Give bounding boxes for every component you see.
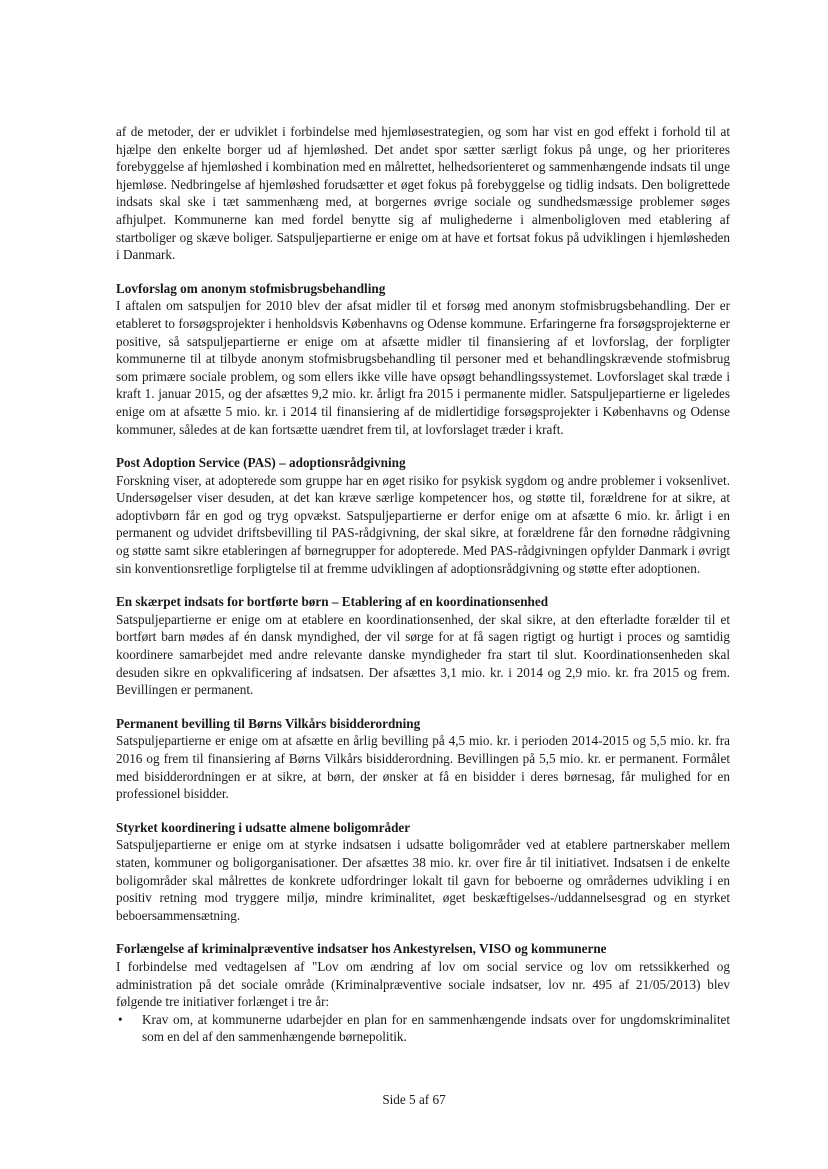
bullet-icon: • <box>118 1011 123 1027</box>
section-kriminalpraeventive-indsatser <box>116 940 730 1046</box>
section-heading: Permanent bevilling til Børns Vilkårs bisidderordning <box>116 715 421 731</box>
document-page <box>116 123 730 1046</box>
section-body: Satspuljepartierne er enige om at styrke indsatsen i udsatte boligområder ved at etablere partnerskaber mellem staten, kommuner og boligorganisationer. Der afsættes 38 mio. kr. over fire år til initiativet. Indsatsen i de enkelte boligområder skal målrettes de konkrete udfordringer lokalt til gavn for beboerne og områdernes udvikling i en positiv retning mod tryggere miljø, mindre kriminalitet, øget beskæftigelses-/uddannelsesgrad og en styrket beboersammensætning. <box>116 837 730 923</box>
section-body: I forbindelse med vedtagelsen af "Lov om ændring af lov om social service og lov om retssikkerhed og administration på det sociale område (Kriminalpræventive sociale indsatser, lov nr. 495 af 21/05/2013) blev følgende tre initiativer forlænget i tre år: <box>116 958 730 1010</box>
section-heading: Forlængelse af kriminalpræventive indsatser hos Ankestyrelsen, VISO og kommunerne <box>116 941 607 957</box>
list-item-text: Krav om, at kommunerne udarbejder en plan for en sammenhængende indsats over for ungdomskriminalitet som en del af den sammenhængende børnepolitik. <box>142 1011 730 1045</box>
section-body: I aftalen om satspuljen for 2010 blev der afsat midler til et forsøg med anonym stofmisbrugsbehandling. Der er etableret to forsøgsprojekter i henholdsvis Københavns og Odense kommune. Erfaringerne fra forsøgsprojekterne er positive, så satspuljepartierne er enige om at afsætte midler til finansiering af et lovforslag, der forpligter kommunerne til at tilbyde anonym stofmisbrugsbehandling til personer med et behandlingskrævende stofmisbrug som primære sociale problem, og som ellers ikke ville have opsøgt behandlingssystemet. Lovforslaget skal træde i kraft 1. januar 2015, og der afsættes 9,2 mio. kr. årligt fra 2015 i permanente midler. Satspuljepartierne er ligeledes enige om at afsætte 5 mio. kr. i 2014 til finansiering af de midlertidige forsøgsprojekter i Københavns og Odense kommuner, således at de kan fortsætte uændret frem til, at lovforslaget træder i kraft. <box>116 298 730 437</box>
intro-paragraph: af de metoder, der er udviklet i forbindelse med hjemløsestrategien, og som har vist en god effekt i forhold til at hjælpe den enkelte borger ud af hjemløshed. Det andet spor sætter særligt fokus på unge, og her prioriteres forebyggelse af hjemløshed i kombination med en målrettet, helhedsorienteret og sammenhængende indsats til unge hjemløse. Nedbringelse af hjemløshed forudsætter et øget fokus på forebyggelse og tidlig indsats. Den boligrettede indsats skal ske i tæt sammenhæng med, at borgernes øvrige sociale og sundhedsmæssige problemer søges afhjulpet. Kommunerne kan med fordel benytte sig af mulighederne i almenboligloven med etablering af startboliger og skæve boliger. Satspuljepartierne er enige om at have et fortsat fokus på udviklingen i hjemløsheden i Danmark. <box>116 124 730 263</box>
section-heading: Styrket koordinering i udsatte almene boligområder <box>116 819 411 835</box>
section-post-adoption-service <box>116 454 730 577</box>
section-body: Forskning viser, at adopterede som gruppe har en øget risiko for psykisk sygdom og andre problemer i voksenlivet. Undersøgelser viser desuden, at det kan kræve særlige kompetencer hos, og støtte til, forældrene for at sikre, at adoptivbørn får en god og tryg opvækst. Satspuljepartierne er derfor enige om at afsætte 6 mio. kr. årligt i en permanent og udvidet driftsbevilling til PAS-rådgivning, der skal sikre, at forældrene får den fornødne rådgivning og støtte samt sikre etableringen af børnegrupper for adopterede. Med PAS-rådgivningen opfylder Danmark i øvrigt sin konventionsretlige forpligtelse til at fremme udviklingen af adoptionsrådgivning og støtte efter adoptionen. <box>116 472 730 576</box>
section-bisidderordning <box>116 715 730 803</box>
section-udsatte-boligomraader <box>116 819 730 925</box>
section-body: Satspuljepartierne er enige om at etablere en koordinationsenhed, der skal sikre, at den efterladte forælder til et bortført barn mødes af én dansk myndighed, der vil sørge for at få sagen rigtigt og hurtigt i proces og samtidig koordinere samarbejdet med andre relevante danske myndigheder fra start til slut. Koordinationsenheden skal desuden sikre en opkvalificering af indsatsen. Der afsættes 3,1 mio. kr. i 2014 og 2,9 mio. kr. fra 2015 og frem. Bevillingen er permanent. <box>116 611 730 698</box>
bullet-list <box>116 1011 730 1046</box>
section-anonym-stofmisbrug <box>116 280 730 438</box>
section-heading: Post Adoption Service (PAS) – adoptionsrådgivning <box>116 455 406 471</box>
section-bortfoerte-boern <box>116 593 730 699</box>
section-body: Satspuljepartierne er enige om at afsætte en årlig bevilling på 4,5 mio. kr. i perioden 2014-2015 og 5,5 mio. kr. fra 2016 og frem til finansiering af Børns Vilkårs bisidderordning. Bevillingen på 5,5 mio. kr. er permanent. Formålet med bisidderordningen er at sikre, at børn, der ønsker at få en bisidder i deres børnesag, får mulighed for en professionel bisidder. <box>116 733 730 802</box>
page-number: Side 5 af 67 <box>382 1092 446 1107</box>
list-item <box>116 1011 730 1046</box>
section-heading: En skærpet indsats for bortførte børn – Etablering af en koordinationsenhed <box>116 594 549 610</box>
section-heading: Lovforslag om anonym stofmisbrugsbehandling <box>116 280 386 296</box>
